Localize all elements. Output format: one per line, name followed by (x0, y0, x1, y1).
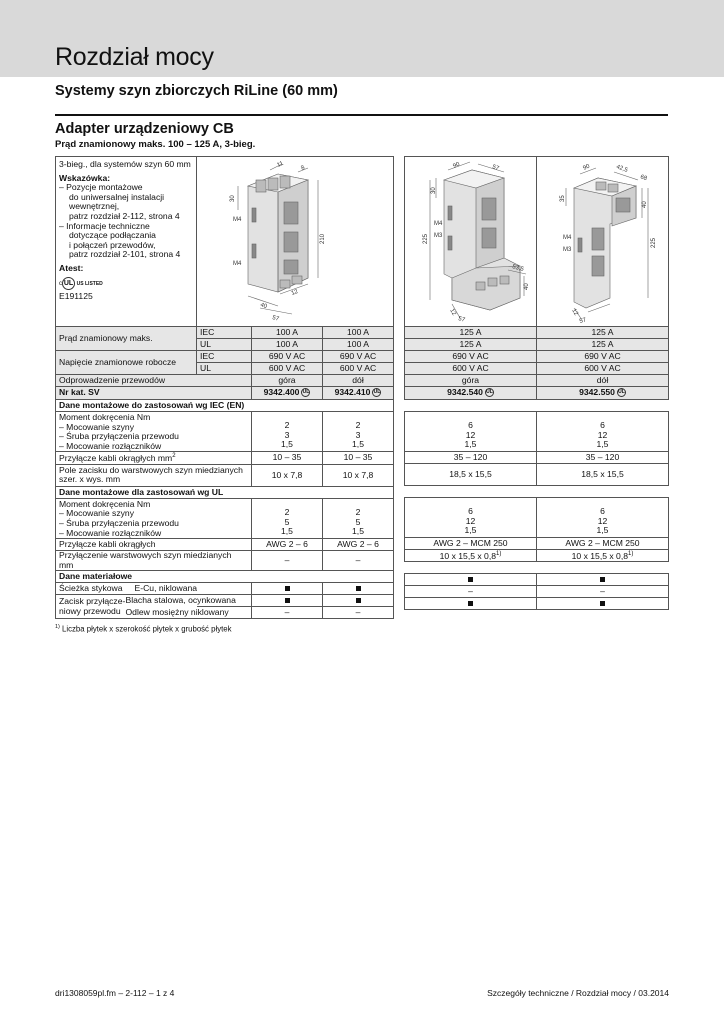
dim-label: 53,5 (511, 263, 525, 273)
note-line: – Informacje techniczne (59, 220, 150, 231)
round-label-text: Przyłącze kabli okrągłych mm (59, 453, 173, 464)
iec-label: IEC (197, 351, 252, 363)
torque-value: 1,5 (464, 525, 477, 536)
track-material (134, 583, 252, 595)
dim-label: 12 (570, 307, 579, 317)
dim-label: 225 (423, 233, 429, 244)
clamp-line: Pole zacisku do warstwowych szyn miedzianych (59, 464, 243, 475)
value-cell: góra (405, 375, 537, 387)
torque-cell (537, 498, 669, 538)
torque-cell (252, 412, 323, 452)
torque-value: 5 (284, 516, 290, 527)
mark-cell (252, 595, 323, 607)
torque-line: – Mocowanie rozłączników (59, 527, 162, 538)
superscript: 2 (172, 453, 176, 460)
clamp-material-text: Odlew mosiężny niklowany (125, 607, 229, 618)
torque-cell (405, 498, 537, 538)
value-cell: 100 A (323, 327, 394, 339)
ul-icon: UL (618, 389, 625, 396)
footer-file-ref: dri1308059pl.fm – 2-112 – 1 z 4 (55, 988, 175, 998)
thread-label: M4 (434, 220, 443, 227)
note-line: – Pozycje montażowe (59, 182, 143, 193)
value-cell: 125 A (537, 339, 669, 351)
product-title: Adapter urządzeniowy CB (55, 121, 234, 137)
dim-label: 225 (651, 237, 657, 248)
value-cell: 690 V AC (252, 351, 323, 363)
torque-line: Moment dokręcenia Nm (59, 412, 151, 422)
clamp-mat-line: Zacisk przyłącze- (59, 596, 126, 607)
mark-cell (405, 598, 537, 610)
footnote-text: Liczba płytek x szerokość płytek x grubość płytek (59, 624, 232, 634)
dim-label: 30 (230, 194, 236, 202)
iec-label: IEC (197, 327, 252, 339)
torque-cell (323, 498, 394, 538)
layer-value: 10 x 15,5 x 0,8 (571, 550, 629, 561)
torque-cell (405, 412, 537, 452)
dim-label: 12 (290, 288, 299, 297)
dim-label: 57 (491, 163, 500, 172)
dim-label: 40 (642, 200, 648, 208)
adapter-drawing-3 (540, 158, 666, 326)
ul-listed-mark (59, 277, 193, 290)
torque-value: 6 (468, 506, 473, 517)
torque-line: – Śruba przyłączenia przewodu (59, 518, 179, 529)
value-cell: 600 V AC (252, 363, 323, 375)
value-cell: – (323, 551, 394, 571)
spacer-row (405, 400, 669, 412)
ul-label: UL (197, 339, 252, 351)
value-cell: 10 x 7,8 (252, 464, 323, 486)
thread-label: M3 (563, 246, 572, 253)
value-cell: 100 A (252, 327, 323, 339)
track-label-text: Ścieżka stykowa (59, 583, 123, 594)
value-cell: 125 A (537, 327, 669, 339)
iec-section-title: Dane montażowe do zastosowań wg IEC (EN) (56, 400, 394, 412)
value-cell: 18,5 x 15,5 (537, 464, 669, 486)
spec-table-left (55, 156, 394, 619)
spec-table-right (404, 156, 669, 610)
cert-c: c (59, 280, 62, 287)
dim-label: 57 (457, 315, 466, 324)
torque-line: – Mocowanie szyny (59, 508, 134, 519)
ul-layer-label: Przyłączenie warstwowych szyn miedzianych mm (56, 551, 252, 571)
filled-square-icon (468, 577, 473, 582)
current-label: Prąd znamionowy maks. (56, 327, 197, 351)
torque-line: – Śruba przyłączenia przewodu (59, 431, 179, 442)
value-cell (537, 550, 669, 562)
mark-cell (537, 598, 669, 610)
sku-cell (252, 387, 323, 400)
dim-label: 42,5 (615, 163, 629, 174)
superscript: 1) (496, 551, 502, 557)
value-cell: 100 A (252, 339, 323, 351)
section-title: Systemy szyn zbiorczych RiLine (60 mm) (55, 83, 338, 99)
torque-value: 2 (284, 507, 290, 518)
dim-label: 90 (452, 161, 461, 170)
value-cell: – (252, 551, 323, 571)
value-cell: 18,5 x 15,5 (405, 464, 537, 486)
torque-cell (252, 498, 323, 538)
torque-value: 5 (355, 516, 361, 527)
torque-value: 3 (284, 429, 290, 440)
dim-label: 90 (582, 163, 591, 172)
sku-number: 9342.410 (334, 387, 371, 398)
footnote (55, 624, 232, 634)
clamp-material-text: Blacha stalowa, ocynkowana (125, 595, 236, 606)
torque-value: 1,5 (596, 525, 609, 536)
sku-cell (323, 387, 394, 400)
torque-value: 12 (597, 515, 608, 526)
ul-icon: UL (486, 389, 493, 396)
note-line: i połączeń przewodów, (69, 239, 156, 250)
torque-value: 12 (597, 429, 608, 440)
clamp-label (56, 464, 252, 486)
ul-section-title: Dane montażowe dla zastosowań wg UL (56, 486, 394, 498)
spacer-row (405, 486, 669, 498)
torque-value: 1,5 (281, 439, 293, 450)
value-cell: 35 – 120 (405, 452, 537, 464)
superscript: 1) (628, 551, 634, 557)
spacer-row (405, 562, 669, 574)
ul-logo-icon: UL (62, 277, 75, 290)
thread-label: M3 (434, 232, 443, 239)
torque-value: 2 (355, 420, 361, 431)
note-line: dotyczące podłączania (69, 230, 156, 241)
value-cell: 690 V AC (405, 351, 537, 363)
sku-label: Nr kat. SV (56, 387, 252, 400)
torque-value: 1,5 (281, 526, 293, 537)
iec-torque-label (56, 412, 252, 452)
mark-cell (323, 595, 394, 607)
value-cell: 125 A (405, 327, 537, 339)
thread-label: M4 (563, 234, 572, 241)
intro-line: 3-bieg., dla systemów szyn 60 mm (59, 159, 191, 169)
drawing-cell-1 (197, 157, 394, 327)
value-cell: 600 V AC (323, 363, 394, 375)
torque-value: 12 (465, 515, 476, 526)
clamp-line: szer. x wys. mm (59, 474, 121, 485)
drawing-cell-3 (537, 157, 669, 327)
dim-label: 68 (639, 173, 648, 182)
drawing-cell-2 (405, 157, 537, 327)
sku-cell (537, 387, 669, 400)
sku-number: 9342.550 (579, 387, 615, 398)
torque-value: 6 (600, 506, 605, 517)
value-cell: AWG 2 – 6 (323, 539, 394, 551)
page-title: Rozdział mocy (55, 43, 214, 71)
cert-heading: Atest: (59, 262, 84, 273)
filled-square-icon (285, 598, 290, 603)
cert-us: US LISTED (76, 280, 103, 287)
value-cell: – (405, 586, 537, 598)
mark-cell (252, 583, 323, 595)
dim-label: 30 (431, 186, 437, 194)
intro-cell (56, 157, 197, 327)
torque-value: 12 (465, 429, 476, 440)
note-line: do uniwersalnej instalacji wewnętrznej, (69, 191, 165, 212)
torque-line: – Mocowanie rozłączników (59, 440, 162, 451)
ul-icon: UL (373, 389, 381, 396)
torque-value: 6 (600, 420, 605, 431)
torque-value: 6 (468, 420, 473, 431)
value-cell: AWG 2 – MCM 250 (537, 538, 669, 550)
note-heading: Wskazówka: (59, 172, 111, 183)
dim-label: 40 (524, 282, 530, 290)
footer-section-ref: Szczegóły techniczne / Rozdział mocy / 03.2014 (487, 988, 669, 998)
material-section-title: Dane materiałowe (56, 571, 394, 583)
layer-value: 10 x 15,5 x 0,8 (439, 550, 497, 561)
dim-label: 35 (560, 194, 566, 202)
adapter-drawing-2 (408, 158, 534, 326)
clamp-material-1 (125, 595, 252, 607)
value-cell: AWG 2 – 6 (252, 539, 323, 551)
filled-square-icon (356, 586, 361, 591)
dim-label: 210 (320, 233, 326, 244)
outlet-label: Odprowadzenie przewodów (56, 375, 252, 387)
torque-cell (537, 412, 669, 452)
voltage-label: Napięcie znamionowe robocze (56, 351, 197, 375)
ul-icon: UL (302, 389, 310, 396)
clamp-material-2 (125, 607, 252, 619)
dim-label: 11 (276, 160, 285, 169)
mark-cell (323, 583, 394, 595)
dim-label: 12 (448, 307, 457, 317)
cert-number: E191125 (59, 290, 93, 301)
torque-line: Moment dokręcenia Nm (59, 498, 151, 509)
ul-label: UL (197, 363, 252, 375)
value-cell: – (252, 607, 323, 619)
torque-value: 1,5 (464, 439, 477, 450)
value-cell: dół (537, 375, 669, 387)
value-cell: 10 – 35 (252, 452, 323, 464)
adapter-drawing-1 (200, 158, 395, 326)
filled-square-icon (600, 601, 605, 606)
mark-cell (537, 574, 669, 586)
product-subtitle: Prąd znamionowy maks. 100 – 125 A, 3-bieg. (55, 139, 256, 150)
value-cell: 100 A (323, 339, 394, 351)
value-cell: 125 A (405, 339, 537, 351)
sku-number: 9342.540 (447, 387, 483, 398)
track-material-text: E-Cu, niklowana (134, 583, 198, 594)
note-line: patrz rozdział 2-101, strona 4 (69, 249, 181, 260)
value-cell: 600 V AC (537, 363, 669, 375)
torque-value: 2 (284, 420, 290, 431)
note-line: patrz rozdział 2-112, strona 4 (69, 210, 180, 221)
torque-value: 1,5 (352, 439, 364, 450)
dim-label: 57 (578, 316, 587, 325)
torque-value: 3 (355, 429, 361, 440)
value-cell: 10 – 35 (323, 452, 394, 464)
filled-square-icon (356, 598, 361, 603)
dim-label: 40 (259, 301, 268, 310)
filled-square-icon (468, 601, 473, 606)
value-cell: 35 – 120 (537, 452, 669, 464)
ul-torque-label (56, 498, 252, 538)
torque-value: 1,5 (352, 526, 364, 537)
clamp-mat-line: niowy przewodu (59, 605, 121, 616)
value-cell (405, 550, 537, 562)
dim-label: 57 (271, 314, 280, 323)
value-cell: dół (323, 375, 394, 387)
torque-cell (323, 412, 394, 452)
sku-number: 9342.400 (263, 387, 300, 398)
filled-square-icon (285, 586, 290, 591)
mark-cell (405, 574, 537, 586)
value-cell: 690 V AC (537, 351, 669, 363)
sku-cell (405, 387, 537, 400)
footnote-mark: 1) (55, 624, 60, 630)
torque-line: – Mocowanie szyny (59, 421, 134, 432)
value-cell: – (323, 607, 394, 619)
round-cable-label (56, 452, 252, 464)
section-rule (55, 114, 668, 116)
value-cell: 600 V AC (405, 363, 537, 375)
filled-square-icon (600, 577, 605, 582)
ul-round-label: Przyłącze kabli okrągłych (56, 539, 252, 551)
thread-label: M4 (233, 216, 242, 223)
value-cell: 690 V AC (323, 351, 394, 363)
value-cell: góra (252, 375, 323, 387)
dim-label: 8 (300, 164, 306, 172)
value-cell: 10 x 7,8 (323, 464, 394, 486)
torque-value: 2 (355, 507, 361, 518)
thread-label: M4 (233, 260, 242, 267)
value-cell: AWG 2 – MCM 250 (405, 538, 537, 550)
torque-value: 1,5 (596, 439, 609, 450)
value-cell: – (537, 586, 669, 598)
